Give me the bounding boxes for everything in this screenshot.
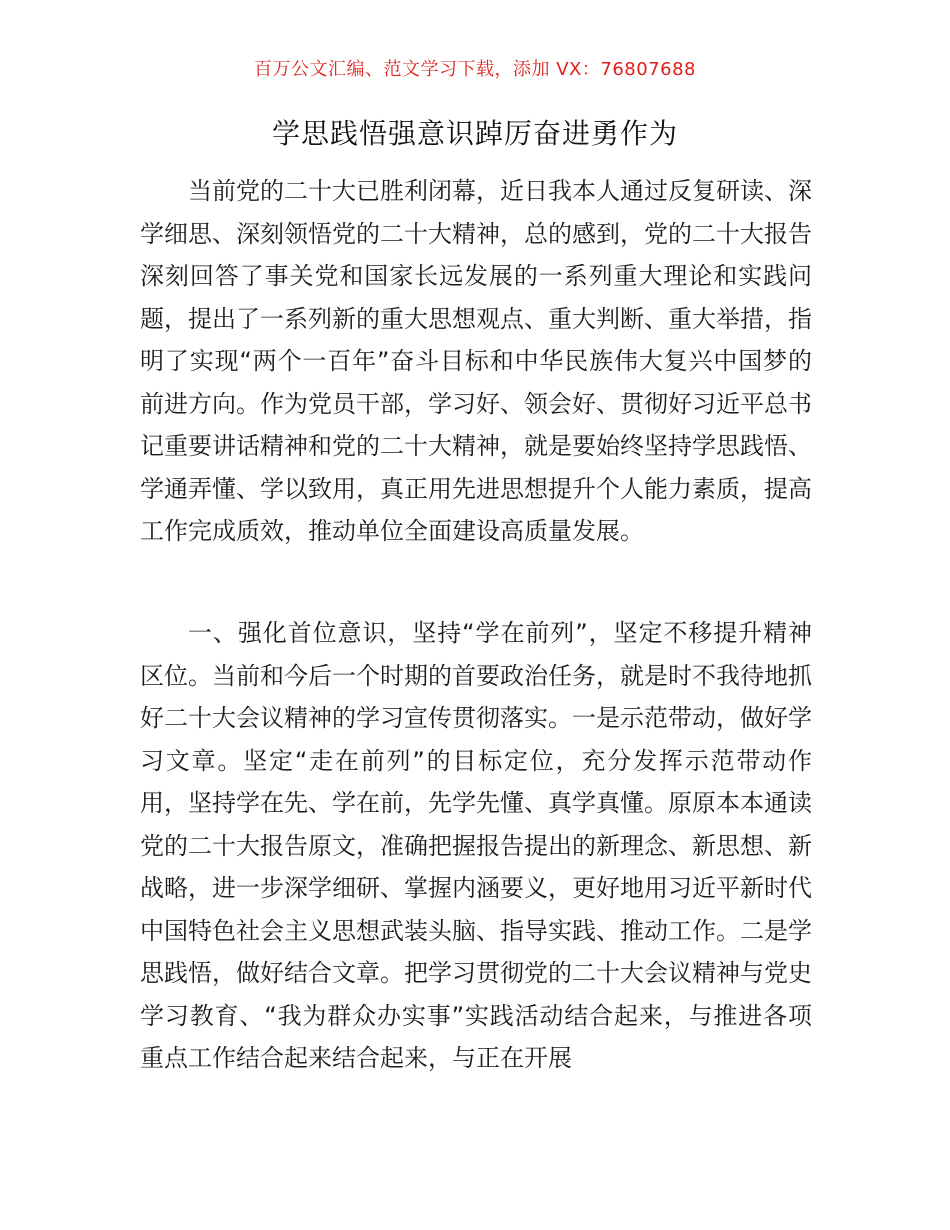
- paragraph-intro: 当前党的二十大已胜利闭幕，近日我本人通过反复研读、深学细思、深刻领悟党的二十大精神，总的感到，党的二十大报告深刻回答了事关党和国家长远发展的一系列重大理论和实践问题，提出了一系列新的重大思想观点、重大判断、重大举措，指明了实现“两个一百年”奋斗目标和中华民族伟大复兴中国梦的前进方向。作为党员干部，学习好、领会好、贯彻好习近平总书记重要讲话精神和党的二十大精神，就是要始终坚持学思践悟、学通弄懂、学以致用，真正用先进思想提升个人能力素质，提高工作完成质效，推动单位全面建设高质量发展。: [140, 177, 812, 545]
- header-watermark-note: 百万公文汇编、范文学习下载，添加 VX：76807688: [254, 59, 696, 80]
- paragraph-section-one: 一、强化首位意识，坚持“学在前列”，坚定不移提升精神区位。当前和今后一个时期的首要政治任务，就是时不我待地抓好二十大会议精神的学习宣传贯彻落实。一是示范带动，做好学习文章。坚定“走在前列”的目标定位，充分发挥示范带动作用，坚持学在先、学在前，先学先懂、真学真懂。原原本本通读党的二十大报告原文，准确把握报告提出的新理念、新思想、新战略，进一步深学细研、掌握内涵要义，更好地用习近平新时代中国特色社会主义思想武装头脑、指导实践、推动工作。二是学思践悟，做好结合文章。把学习贯彻党的二十大会议精神与党史学习教育、“我为群众办实事”实践活动结合起来，与推进各项重点工作结合起来结合起来，与正在开展: [140, 619, 812, 1072]
- document-title: 学思践悟强意识踔厉奋进勇作为: [271, 117, 678, 150]
